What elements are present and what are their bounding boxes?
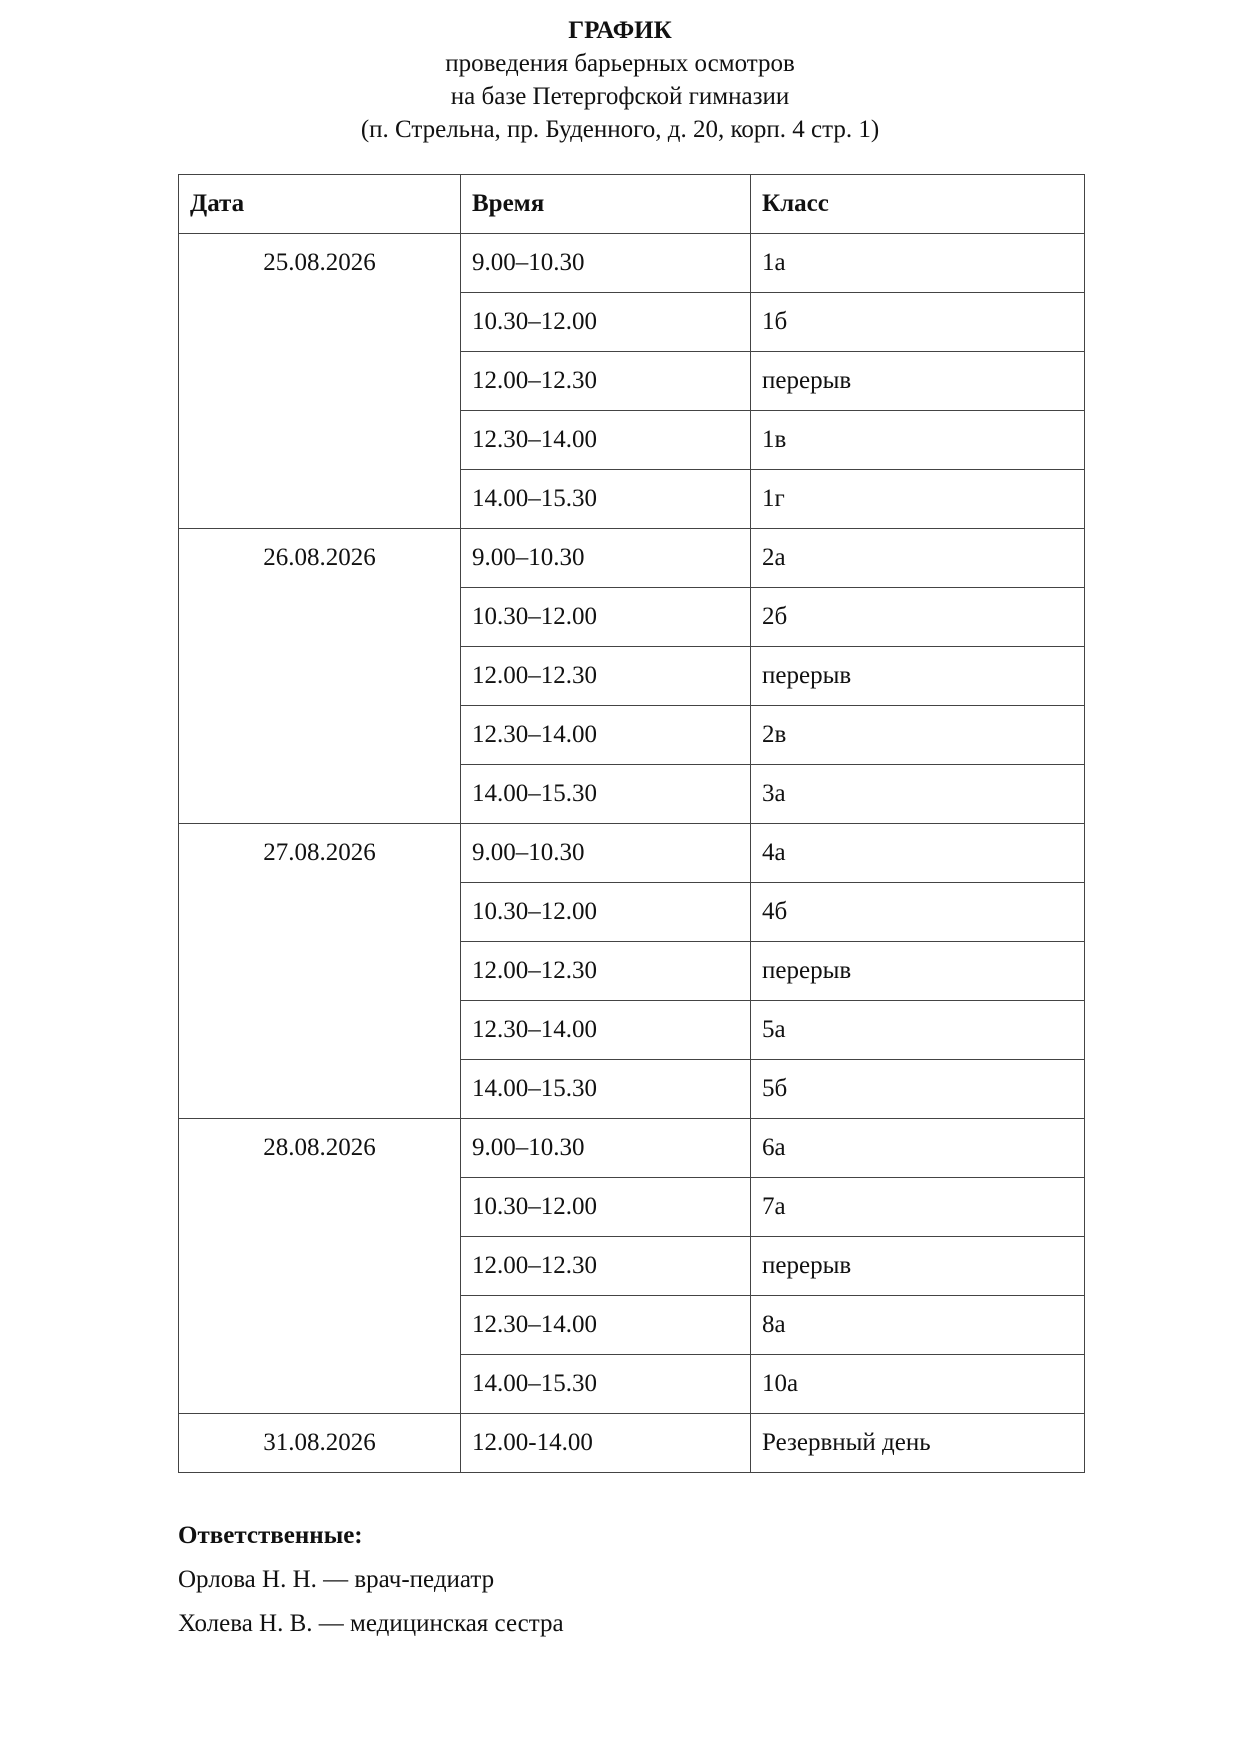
- table-header-row: [179, 175, 1085, 234]
- date-cell: 31.08.2026: [179, 1414, 461, 1473]
- table-row: [179, 1119, 1085, 1178]
- class-cell: 1а: [751, 234, 1085, 293]
- time-cell: 12.30–14.00: [461, 411, 751, 470]
- class-cell: 2б: [751, 588, 1085, 647]
- time-cell: 10.30–12.00: [461, 588, 751, 647]
- time-cell: 14.00–15.30: [461, 1355, 751, 1414]
- document-title: ГРАФИК: [568, 17, 672, 44]
- time-cell: 10.30–12.00: [461, 883, 751, 942]
- date-cell: 25.08.2026: [179, 234, 461, 529]
- schedule-body: [179, 234, 1085, 1473]
- class-cell: 3а: [751, 765, 1085, 824]
- schedule-table: [178, 174, 1085, 1473]
- class-cell: 10а: [751, 1355, 1085, 1414]
- class-cell: 8а: [751, 1296, 1085, 1355]
- time-cell: 12.00–12.30: [461, 1237, 751, 1296]
- time-cell: 9.00–10.30: [461, 824, 751, 883]
- table-row: [179, 529, 1085, 588]
- class-cell: перерыв: [751, 1237, 1085, 1296]
- class-cell: перерыв: [751, 352, 1085, 411]
- time-cell: 10.30–12.00: [461, 1178, 751, 1237]
- time-cell: 12.30–14.00: [461, 706, 751, 765]
- time-cell: 12.30–14.00: [461, 1001, 751, 1060]
- column-header-date: Дата: [179, 175, 461, 234]
- class-cell: 1б: [751, 293, 1085, 352]
- column-header-time: Время: [461, 175, 751, 234]
- class-cell: 4а: [751, 824, 1085, 883]
- time-cell: 14.00–15.30: [461, 765, 751, 824]
- time-cell: 12.00-14.00: [461, 1414, 751, 1473]
- class-cell: 5а: [751, 1001, 1085, 1060]
- class-cell: 7а: [751, 1178, 1085, 1237]
- time-cell: 9.00–10.30: [461, 529, 751, 588]
- class-cell: 1г: [751, 470, 1085, 529]
- class-cell: перерыв: [751, 647, 1085, 706]
- responsible-person: Холева Н. В. — медицинская сестра: [178, 1610, 564, 1637]
- document-heading: [0, 14, 1240, 146]
- class-cell: 2а: [751, 529, 1085, 588]
- document-address: (п. Стрельна, пр. Буденного, д. 20, корп. 4 стр. 1): [360, 116, 880, 143]
- document-subtitle-line-2: на базе Петергофской гимназии: [450, 83, 790, 110]
- class-cell: Резервный день: [751, 1414, 1085, 1473]
- responsible-section: [178, 1514, 564, 1646]
- time-cell: 9.00–10.30: [461, 234, 751, 293]
- table-row: [179, 234, 1085, 293]
- class-cell: перерыв: [751, 942, 1085, 1001]
- responsible-heading: Ответственные:: [178, 1522, 363, 1549]
- column-header-class: Класс: [751, 175, 1085, 234]
- time-cell: 12.00–12.30: [461, 352, 751, 411]
- class-cell: 5б: [751, 1060, 1085, 1119]
- class-cell: 1в: [751, 411, 1085, 470]
- time-cell: 10.30–12.00: [461, 293, 751, 352]
- date-cell: 26.08.2026: [179, 529, 461, 824]
- table-row: [179, 824, 1085, 883]
- time-cell: 12.00–12.30: [461, 647, 751, 706]
- class-cell: 6а: [751, 1119, 1085, 1178]
- class-cell: 2в: [751, 706, 1085, 765]
- time-cell: 9.00–10.30: [461, 1119, 751, 1178]
- time-cell: 12.00–12.30: [461, 942, 751, 1001]
- time-cell: 14.00–15.30: [461, 1060, 751, 1119]
- responsible-person: Орлова Н. Н. — врач-педиатр: [178, 1566, 495, 1593]
- document-subtitle-line-1: проведения барьерных осмотров: [445, 50, 795, 77]
- date-cell: 28.08.2026: [179, 1119, 461, 1414]
- time-cell: 14.00–15.30: [461, 470, 751, 529]
- date-cell: 27.08.2026: [179, 824, 461, 1119]
- table-row: [179, 1414, 1085, 1473]
- time-cell: 12.30–14.00: [461, 1296, 751, 1355]
- class-cell: 4б: [751, 883, 1085, 942]
